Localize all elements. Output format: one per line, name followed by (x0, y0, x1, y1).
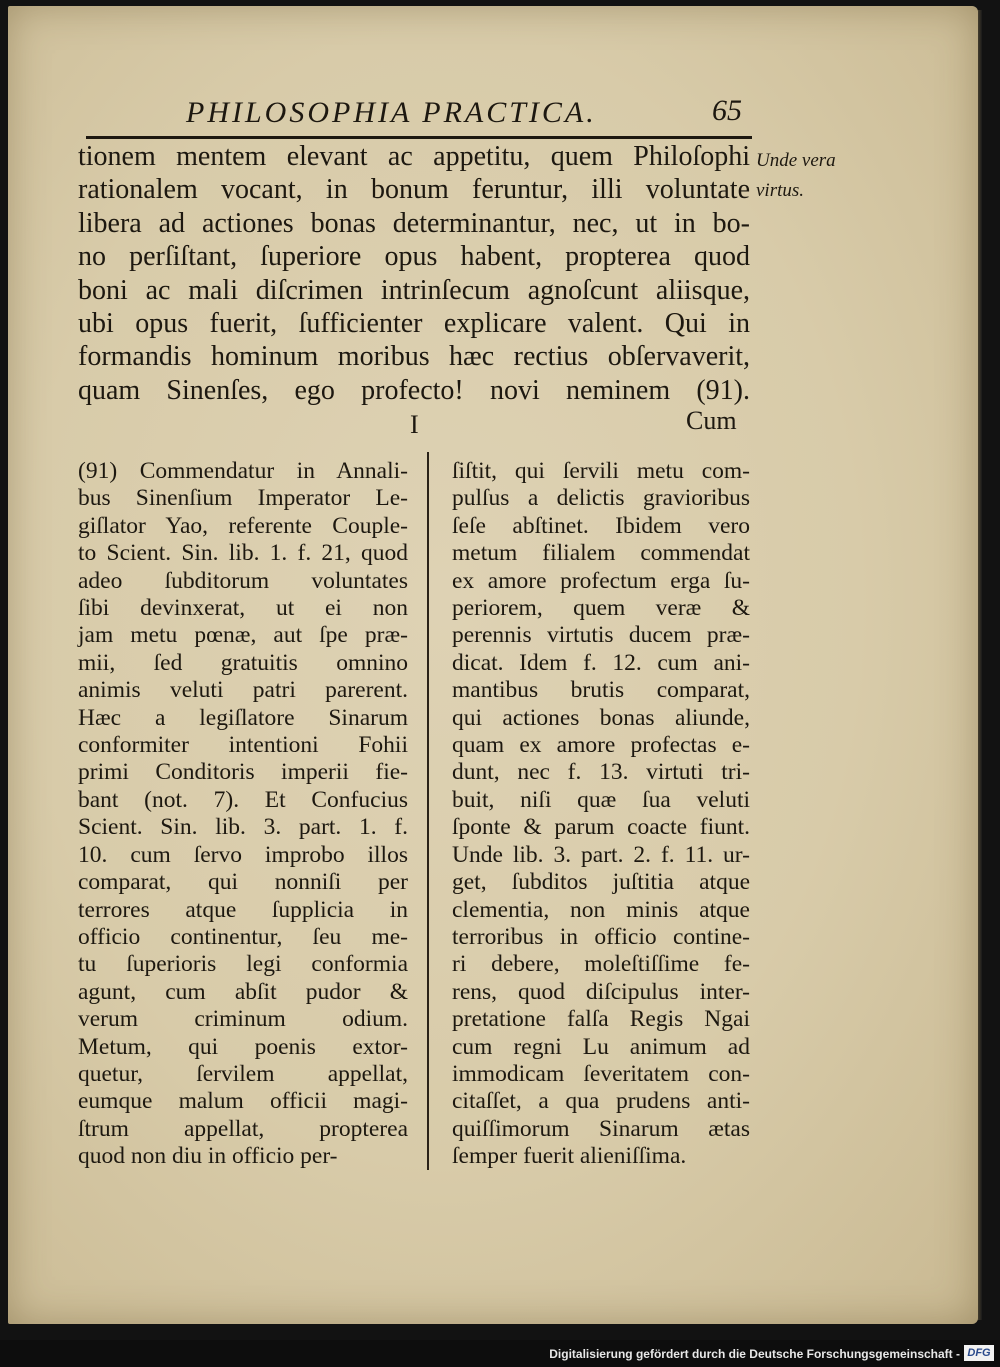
footnote-line: giſlator Yao, referente Couple- (78, 512, 408, 539)
footnote-line: conformiter intentioni Fohii (78, 732, 408, 759)
main-text-line: tionem mentem elevant ac appetitu, quem Philoſophi (78, 141, 750, 172)
footnote-line: quetur, ſervilem appellat, (78, 1060, 408, 1087)
footnote-line: cum regni Lu animum ad (452, 1033, 750, 1060)
footnote-line: pretatione falſa Regis Ngai (452, 1006, 750, 1033)
footnote-line: periorem, quem veræ & (452, 595, 750, 622)
footnote-line: ſibi devinxerat, ut ei non (78, 595, 408, 622)
footnote-line: primi Conditoris imperii fie- (78, 759, 408, 786)
footnote-line: adeo ſubditorum voluntates (78, 567, 408, 594)
footnote-line: jam metu pœnæ, aut ſpe præ- (78, 622, 408, 649)
catchword: Cum (686, 406, 737, 435)
main-text-line: boni ac mali diſcrimen intrinſecum agnoſcunt aliisque, (78, 274, 750, 306)
footnote-line: (91) Commendatur in Annali- (78, 458, 408, 484)
footnote-line: mantibus brutis comparat, (452, 677, 750, 704)
footnote-line: metum filialem commendat (452, 540, 750, 567)
footnote-line: pulſus a delictis gravioribus (452, 485, 750, 512)
footnote-line: Unde lib. 3. part. 2. f. 11. ur- (452, 841, 750, 868)
footnote-line: ſeſe abſtinet. Ibidem vero (452, 512, 750, 539)
column-rule (427, 452, 429, 1170)
footnote-line: mii, ſed gratuitis omnino (78, 649, 408, 676)
footnote-line: terrores atque ſupplicia in (78, 896, 408, 923)
signature-mark: I (410, 410, 419, 439)
footnote-line: animis veluti patri parerent. (78, 677, 408, 704)
footnote-line: citaſſet, a qua prudens anti- (452, 1088, 750, 1115)
footnote-line: quam ex amore profectas e- (452, 732, 750, 759)
footnote-line: 10. cum ſervo improbo illos (78, 841, 408, 868)
footnote-column-left (78, 458, 408, 1171)
footnote-line: quiſſimorum Sinarum ætas (452, 1115, 750, 1142)
footnote-line: bant (not. 7). Et Confucius (78, 786, 408, 813)
footnote-line: to Scient. Sin. lib. 1. f. 21, quod (78, 540, 408, 567)
marginal-note-line: Unde vera (756, 150, 836, 171)
main-text-line: ubi opus fuerit, ſufficienter explicare valent. Qui in (78, 308, 750, 340)
footnote-line: dunt, nec f. 13. virtuti tri- (452, 759, 750, 786)
footnote-line: ſtrum appellat, propterea (78, 1115, 408, 1142)
main-text-line: rationalem vocant, in bonum feruntur, illi voluntate (78, 174, 750, 206)
page-number: 65 (712, 94, 742, 127)
footnote-line: eumque malum officii magi- (78, 1088, 408, 1115)
footnote-line: bus Sinenſium Imperator Le- (78, 485, 408, 512)
footnote-line: buit, niſi quæ ſua veluti (452, 786, 750, 813)
header-rule (86, 136, 752, 139)
dfg-logo: DFG (964, 1345, 994, 1361)
marginal-note (756, 146, 876, 206)
footnote-line: agunt, cum abſit pudor & (78, 978, 408, 1005)
footnote-column-right (452, 458, 750, 1171)
footnote-line: Metum, qui poenis extor- (78, 1033, 408, 1060)
marginal-note-line: virtus. (756, 180, 805, 201)
footnote-line: qui actiones bonas aliunde, (452, 704, 750, 731)
footnote-line: Hæc a legiſlatore Sinarum (78, 704, 408, 731)
footnote-line: terroribus in officio contine- (452, 923, 750, 950)
footer-bar (0, 1340, 1000, 1367)
footnote-line: get, ſubditos juſtitia atque (452, 869, 750, 896)
main-text (78, 140, 750, 407)
footnote-line: rens, quod diſcipulus inter- (452, 978, 750, 1005)
footnote-line: immodicam ſeveritatem con- (452, 1060, 750, 1087)
footnote-line: dicat. Idem f. 12. cum ani- (452, 649, 750, 676)
footnote-line: ri debere, moleſtiſſime fe- (452, 951, 750, 978)
main-text-line: formandis hominum moribus hæc rectius obſervaverit, (78, 341, 750, 373)
running-head-title: PHILOSOPHIA PRACTICA. (186, 96, 597, 129)
footnote-line: comparat, qui nonniſi per (78, 869, 408, 896)
main-text-line: quam Sinenſes, ego profecto! novi neminem (91). (78, 374, 750, 406)
footnote-line: perennis virtutis ducem præ- (452, 622, 750, 649)
footnote-line: verum criminum odium. (78, 1006, 408, 1033)
main-text-line: no perſiſtant, ſuperiore opus habent, propterea quod (78, 241, 750, 273)
footnote-line: clementia, non minis atque (452, 896, 750, 923)
footnote-line: officio continentur, ſeu me- (78, 923, 408, 950)
footnote-line: ex amore profectum erga ſu- (452, 567, 750, 594)
footnote-line: tu ſuperioris legi conformia (78, 951, 408, 978)
funding-credit: Digitalisierung gefördert durch die Deutsche Forschungsgemeinschaft - (549, 1347, 960, 1361)
footnote-line: ſemper fuerit alieniſſima. (452, 1143, 687, 1170)
footnote-line: ſponte & parum coacte fiunt. (452, 814, 750, 841)
main-text-line: libera ad actiones bonas determinantur, nec, ut in bo- (78, 207, 750, 239)
footnote-line: Scient. Sin. lib. 3. part. 1. f. (78, 814, 408, 841)
footnote-line: quod non diu in officio per- (78, 1143, 338, 1170)
footnote-line: ſiſtit, qui ſervili metu com- (452, 458, 750, 484)
